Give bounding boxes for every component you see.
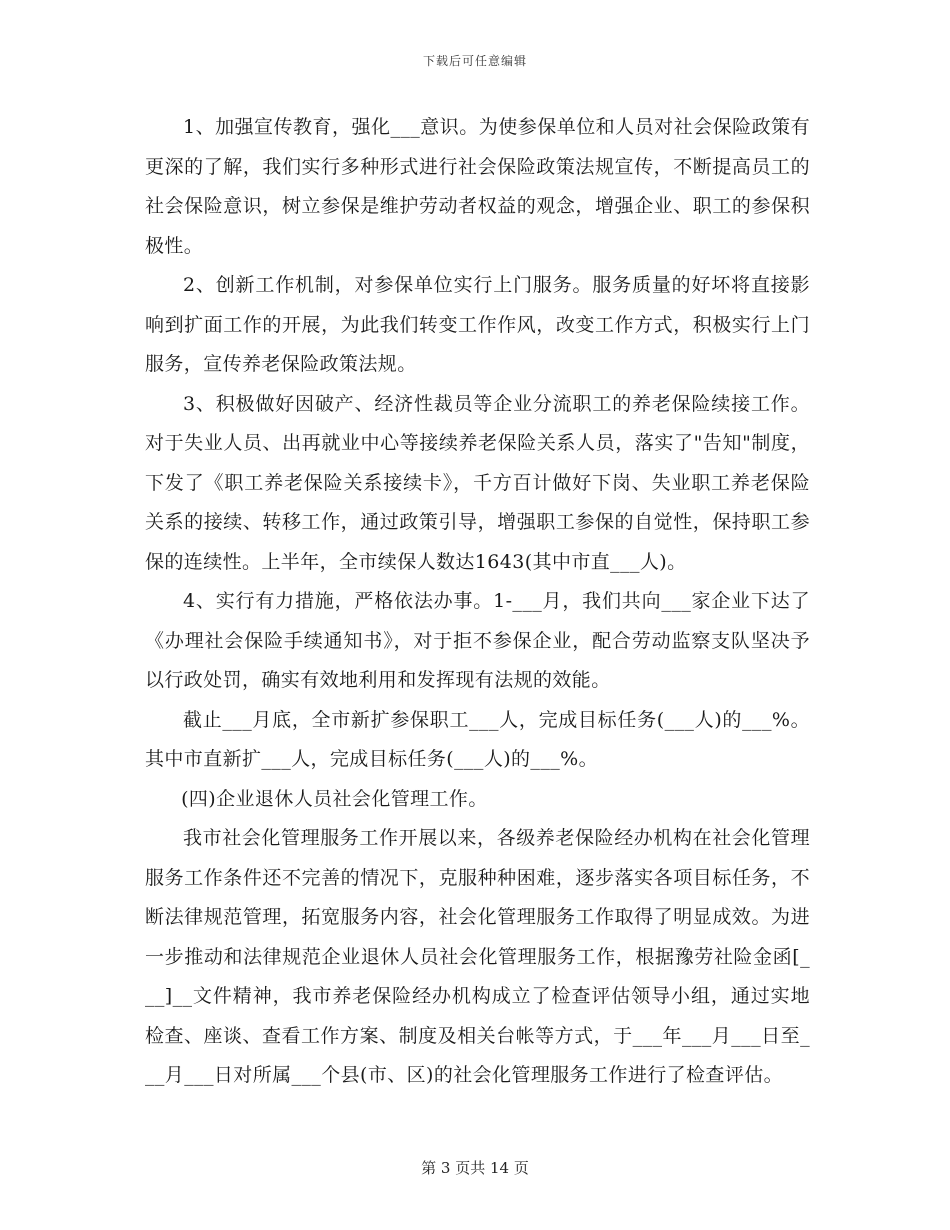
paragraph-expansion-statistics: 截止___月底，全市新扩参保职工___人，完成目标任务(___人)的___%。其中市直新扩___人，完成目标任务(___人)的___%。 bbox=[145, 708, 810, 770]
document-body bbox=[145, 108, 810, 1096]
paragraph-work-mechanism: 2、创新工作机制，对参保单位实行上门服务。服务质量的好坏将直接影响到扩面工作的开展，为此我们转变工作作风，改变工作方式，积极实行上门服务，宣传养老保险政策法规。 bbox=[145, 274, 810, 375]
section-heading-retiree-management: (四)企业退休人员社会化管理工作。 bbox=[181, 787, 488, 810]
paragraph-publicity-education: 1、加强宣传教育，强化___意识。为使参保单位和人员对社会保险政策有更深的了解，我们实行多种形式进行社会保险政策法规宣传，不断提高员工的社会保险意识，树立参保是维护劳动者权益的观念，增强企业、职工的参保积极性。 bbox=[145, 116, 810, 257]
paragraph-socialized-management: 我市社会化管理服务工作开展以来，各级养老保险经办机构在社会化管理服务工作条件还不完善的情况下，克服种种困难，逐步落实各项目标任务，不断法律规范管理，拓宽服务内容，社会化管理服务工作取得了明显成效。为进一步推动和法律规范企业退休人员社会化管理服务工作，根据豫劳社险金函[___]__文件精神，我市养老保险经办机构成立了检查评估领导小组，通过实地检查、座谈、查看工作方案、制度及相关台帐等方式，于___年___月___日至___月___日对所属___个县(市、区)的社会化管理服务工作进行了检查评估。 bbox=[145, 827, 810, 1086]
paragraph-enforcement-measures: 4、实行有力措施，严格依法办事。1-___月，我们共向___家企业下达了《办理社会保险手续通知书》，对于拒不参保企业，配合劳动监察支队坚决予以行政处罚，确实有效地利用和发挥现有法规的效能。 bbox=[145, 590, 810, 691]
paragraph-insurance-continuation: 3、积极做好因破产、经济性裁员等企业分流职工的养老保险续接工作。对于失业人员、出再就业中心等接续养老保险关系人员，落实了"告知"制度，下发了《职工养老保险关系接续卡》，千方百计做好下岗、失业职工养老保险关系的接续、转移工作，通过政策引导，增强职工参保的自觉性，保持职工参保的连续性。上半年，全市续保人数达1643(其中市直___人)。 bbox=[145, 392, 810, 573]
page-number: 第 3 页共 14 页 bbox=[421, 1159, 529, 1177]
page-header: 下载后可任意编辑 bbox=[422, 54, 527, 68]
